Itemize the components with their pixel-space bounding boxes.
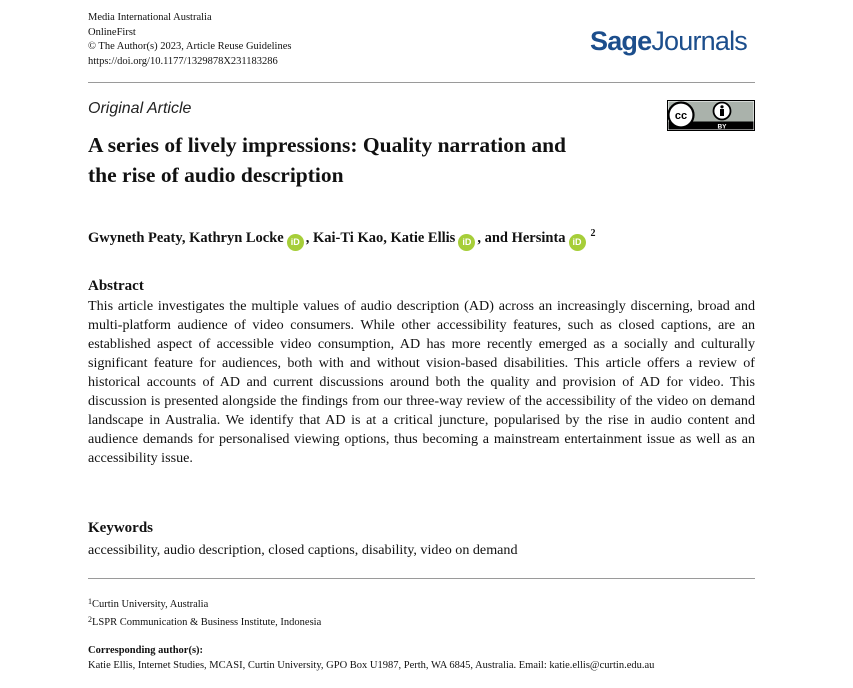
author-list: [88, 222, 596, 251]
title-line-2: the rise of audio description: [88, 163, 344, 187]
cc-by-icon[interactable]: [667, 100, 755, 131]
corresponding-heading: Corresponding author(s):: [88, 645, 204, 656]
article-title: [88, 130, 648, 190]
copyright-line[interactable]: © The Author(s) 2023, Article Reuse Guidelines: [88, 41, 292, 52]
author-name: , and Hersinta: [477, 230, 566, 246]
orcid-icon[interactable]: iD: [569, 234, 586, 251]
corresponding-details: Katie Ellis, Internet Studies, MCASI, Curtin University, GPO Box U1987, Perth, WA 6845, Australia. Email: katie.ellis@curtin.edu.au: [88, 660, 655, 671]
brand-rest: Journals: [651, 26, 747, 56]
abstract-heading: Abstract: [88, 278, 144, 294]
author-superscript: 2: [590, 228, 596, 239]
affiliation-text: Curtin University, Australia: [92, 599, 209, 610]
publication-status: OnlineFirst: [88, 26, 136, 38]
journal-meta: [88, 11, 291, 69]
article-type: Original Article: [88, 100, 192, 117]
affiliation-number: 2: [88, 615, 92, 624]
orcid-icon[interactable]: iD: [458, 234, 475, 251]
title-line-1: A series of lively impressions: Quality narration and: [88, 133, 566, 157]
brand-bold: Sage: [590, 26, 652, 56]
author-name: Kathryn Locke: [189, 230, 284, 246]
author-name: Gwyneth Peaty,: [88, 230, 186, 246]
affiliation: [88, 615, 321, 628]
abstract-text: This article investigates the multiple values of audio description (AD) across an increasingly discerning, broad and multi-platform audience of video consumers. While other accessibility features, such as closed captions, are an established aspect of accessible video consumption, AD has more recently emerged as a socially and culturally significant feature for audiences, both with and without vision-based disabilities. This article offers a review of historical accounts of AD and current discussions around both the quality and provision of AD for video. This discussion is presented alongside the findings from our three-way review of the accessibility of the video on demand landscape in Australia. We identify that AD is at a critical juncture, popularised by the rise in audio content and audience demands for personalised viewing options, thus becoming a mainstream entertainment issue as well as an accessibility issue.: [88, 298, 755, 466]
journal-name: Media International Australia: [88, 12, 212, 23]
keywords-heading: Keywords: [88, 520, 153, 536]
affiliation-number: 1: [88, 597, 92, 606]
sage-journals-logo[interactable]: [590, 26, 747, 57]
footer-divider: [88, 578, 755, 579]
doi-link[interactable]: https://doi.org/10.1177/1329878X231183286: [88, 55, 278, 67]
affiliation: [88, 597, 208, 610]
author-name: , Kai-Ti Kao, Katie Ellis: [305, 230, 456, 246]
svg-text:BY: BY: [717, 123, 727, 131]
affiliation-text: LSPR Communication & Business Institute, Indonesia: [92, 617, 322, 628]
header-divider: [88, 82, 755, 83]
orcid-icon[interactable]: iD: [287, 234, 304, 251]
svg-text:cc: cc: [674, 110, 688, 122]
keywords-text: accessibility, audio description, closed captions, disability, video on demand: [88, 542, 518, 558]
